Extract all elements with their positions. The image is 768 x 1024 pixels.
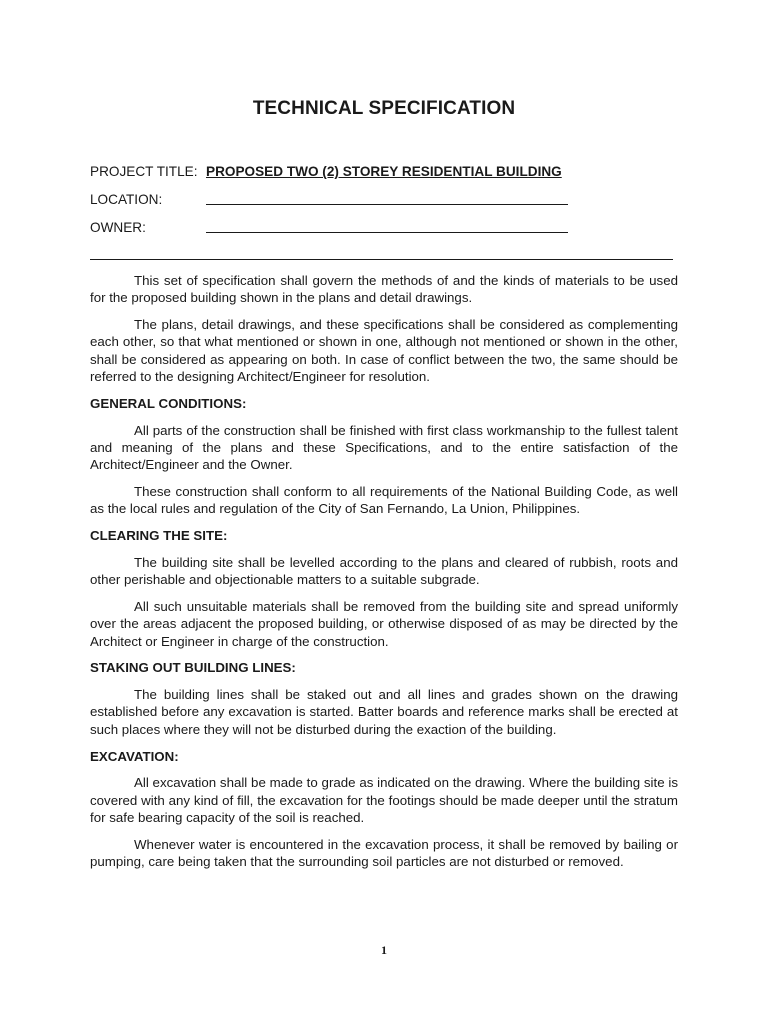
- project-title-label: PROJECT TITLE:: [90, 164, 198, 179]
- location-blank-line: [206, 204, 568, 205]
- document-body: [90, 272, 678, 880]
- location-row: [90, 191, 610, 209]
- location-label: LOCATION:: [90, 192, 163, 207]
- document-title: TECHNICAL SPECIFICATION: [252, 98, 516, 119]
- section-paragraph: The building lines shall be staked out and all lines and grades shown on the drawing established before any excavation is started. Batter boards and reference marks shall be erected at such places where they will not be disturbed during the exaction of the building.: [90, 687, 678, 737]
- section-paragraph: Whenever water is encountered in the excavation process, it shall be removed by bailing or pumping, care being taken that the surrounding soil particles are not disturbed or removed.: [90, 836, 678, 870]
- section-paragraph: These construction shall conform to all requirements of the National Building Code, as well as the local rules and regulation of the City of San Fernando, La Union, Philippines.: [90, 483, 678, 517]
- section-paragraph: All excavation shall be made to grade as indicated on the drawing. Where the building site is covered with any kind of fill, the excavation for the footings should be made deeper until the stratum for safe bearing capacity of the soil is reached.: [90, 775, 678, 825]
- project-title-value: PROPOSED TWO (2) STOREY RESIDENTIAL BUILDING: [206, 164, 562, 179]
- header-separator-line: [90, 259, 673, 260]
- section-heading-excavation: EXCAVATION:: [90, 748, 179, 764]
- section-heading-clearing-the-site: CLEARING THE SITE:: [90, 528, 228, 544]
- section-paragraph: The building site shall be levelled according to the plans and cleared of rubbish, roots and other perishable and objectionable matters to a suitable subgrade.: [90, 554, 678, 588]
- owner-label: OWNER:: [90, 220, 146, 235]
- section-paragraph: All parts of the construction shall be finished with first class workmanship to the fullest talent and meaning of the plans and these Specifications, and to the entire satisfaction of the Architect/Engineer and the Owner.: [90, 422, 678, 473]
- section-heading-staking-out-building-lines: STAKING OUT BUILDING LINES:: [90, 660, 296, 676]
- page-number: 1: [381, 943, 387, 957]
- intro-paragraph: The plans, detail drawings, and these specifications shall be considered as complementing each other, so that what mentioned or shown in one, although not mentioned or shown in the other, shall be considered as appearing on both. In case of conflict between the two, the same should be referred to the designing Architect/Engineer for resolution.: [90, 317, 678, 384]
- intro-paragraph: This set of specification shall govern the methods of and the kinds of materials to be used for the proposed building shown in the plans and detail drawings.: [90, 273, 678, 306]
- owner-blank-line: [206, 232, 568, 233]
- owner-row: [90, 219, 610, 237]
- section-heading-general-conditions: GENERAL CONDITIONS:: [90, 395, 247, 411]
- project-title-row: [90, 163, 610, 181]
- section-paragraph: All such unsuitable materials shall be removed from the building site and spread uniformly over the areas adjacent the proposed building, or otherwise disposed of as may be directed by the Architect or Engineer in charge of the construction.: [90, 598, 678, 649]
